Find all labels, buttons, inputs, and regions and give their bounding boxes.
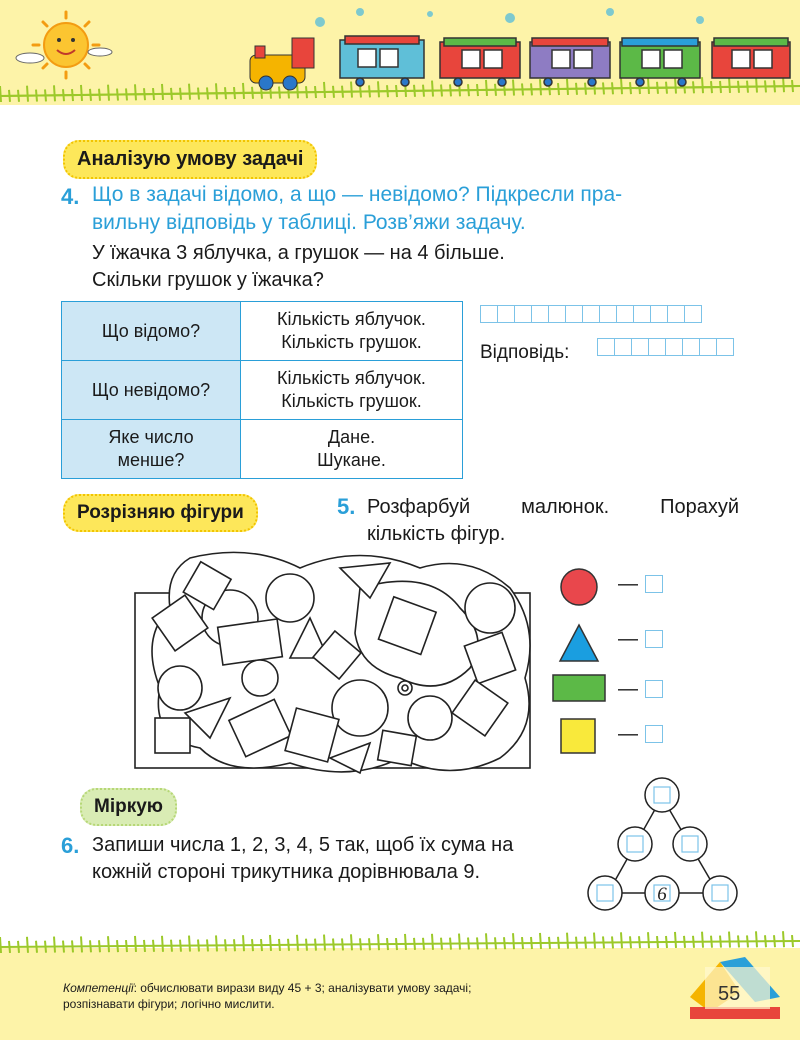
- task-4-instruction-line1: Що в задачі відомо, а що — невідомо? Підкресли пра-: [92, 183, 623, 206]
- legend-triangle-icon: [560, 625, 598, 661]
- number-triangle-diagram: [580, 775, 745, 915]
- legend-dash: —: [618, 628, 638, 650]
- solution-cells[interactable]: [480, 305, 701, 323]
- table-row: [62, 302, 463, 361]
- table-row: [62, 361, 463, 420]
- circle-count-cell[interactable]: [645, 575, 663, 593]
- known-unknown-table: [61, 301, 463, 479]
- task-5-instruction-line1: Розфарбуй малюнок. Порахуй: [367, 496, 739, 518]
- section-label-shapes: Розрізняю фігури: [63, 494, 258, 532]
- legend-dash: —: [618, 723, 638, 745]
- header-decoration: [0, 0, 800, 110]
- task-5-instruction-line2: кількість фігур.: [367, 523, 506, 545]
- legend-square-icon: [561, 719, 595, 753]
- table-options[interactable]: [241, 361, 463, 420]
- rectangle-count-cell[interactable]: [645, 680, 663, 698]
- competence-text-2: розпізнавати фігури; логічно мислити.: [63, 997, 275, 1011]
- task-6-number: 6.: [61, 833, 80, 858]
- sun-icon: [16, 12, 112, 78]
- triangle-count-cell[interactable]: [645, 630, 663, 648]
- page-number: 55: [718, 983, 741, 1005]
- task-6-instruction-line2: кожній стороні трикутника дорівнювала 9.: [92, 861, 481, 883]
- shapes-legend: [550, 565, 610, 760]
- legend-dash: —: [618, 573, 638, 595]
- competence-note: [63, 980, 583, 1012]
- legend-circle-icon: [561, 569, 597, 605]
- train-wagons-icon: [340, 36, 790, 86]
- table-option[interactable]: Шукане.: [317, 450, 386, 470]
- task-5-number: 5.: [337, 494, 356, 519]
- task-4-problem-line2: Скільки грушок у їжачка?: [92, 269, 324, 291]
- table-question-line: менше?: [117, 450, 185, 470]
- table-option[interactable]: Кількість яблучок.: [277, 309, 426, 329]
- table-question: Що невідомо?: [62, 361, 241, 420]
- table-options[interactable]: [241, 420, 463, 479]
- table-option[interactable]: Кількість грушок.: [281, 332, 422, 352]
- table-option[interactable]: Кількість грушок.: [281, 391, 422, 411]
- train-locomotive-icon: [250, 38, 314, 90]
- shapes-coloring-picture[interactable]: [130, 548, 550, 778]
- table-option[interactable]: Кількість яблучок.: [277, 368, 426, 388]
- task-4-problem-line1: У їжачка 3 яблучка, а грушок — на 4 більше.: [92, 242, 505, 264]
- task-4-instruction-line2: вильну відповідь у таблиці. Розв’яжи задачу.: [92, 211, 526, 234]
- table-options[interactable]: [241, 302, 463, 361]
- table-question: [62, 420, 241, 479]
- table-option[interactable]: Дане.: [327, 427, 376, 447]
- section-label-analysis: Аналізую умову задачі: [63, 140, 317, 179]
- section-label-thinking: Міркую: [80, 788, 177, 826]
- answer-label: Відповідь:: [480, 342, 570, 363]
- task-6-instruction-line1: Запиши числа 1, 2, 3, 4, 5 так, щоб їх сума на: [92, 834, 514, 856]
- legend-dash: —: [618, 678, 638, 700]
- competence-label: Компетенції: [63, 981, 134, 995]
- table-question-line: Яке число: [108, 427, 194, 447]
- competence-text: : обчислювати вирази виду 45 + 3; аналізувати умову задачі;: [133, 981, 472, 995]
- square-count-cell[interactable]: [645, 725, 663, 743]
- table-row: [62, 420, 463, 479]
- given-number: 6: [657, 884, 667, 905]
- legend-rectangle-icon: [553, 675, 605, 701]
- task-4-number: 4.: [61, 184, 80, 209]
- answer-cells[interactable]: [597, 338, 733, 356]
- table-question: Що відомо?: [62, 302, 241, 361]
